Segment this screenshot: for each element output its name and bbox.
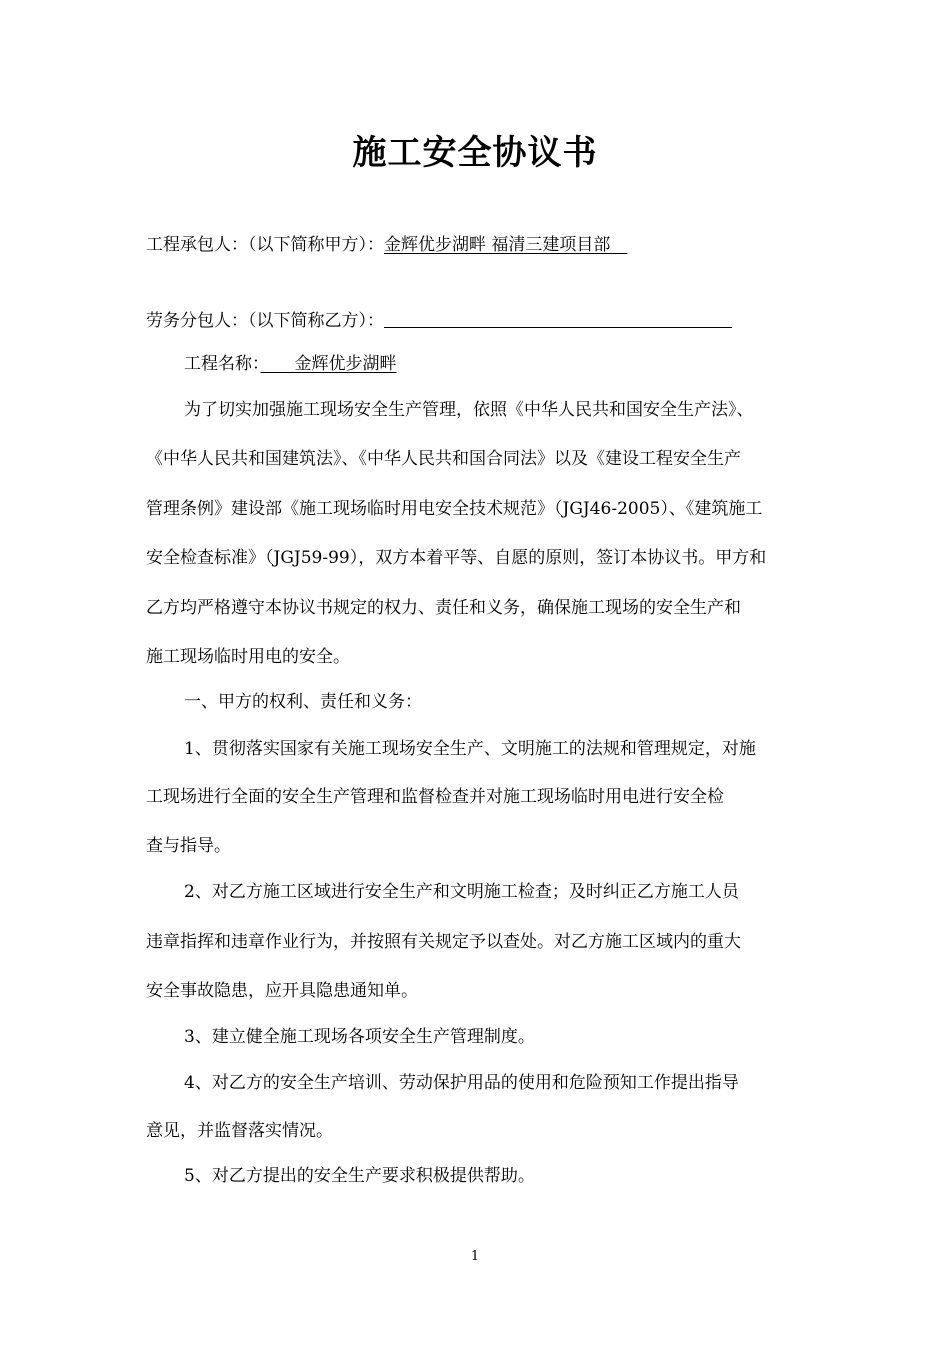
paragraph-line: 安全检查标准》（JGJ59-99），双方本着平等、自愿的原则，签订本协议书。甲方和 [146, 548, 767, 568]
project-line [184, 351, 854, 377]
item1-line: 工现场进行全面的安全生产管理和监督检查并对施工现场临时用电进行安全检 [146, 787, 724, 807]
item5-line: 5、对乙方提出的安全生产要求积极提供帮助。 [184, 1166, 535, 1186]
item2-line: 违章指挥和违章作业行为，并按照有关规定予以查处。对乙方施工区域内的重大 [146, 932, 741, 952]
document-title: 施工安全协议书 [352, 133, 598, 173]
contractor-label: 工程承包人：（以下简称甲方）： [146, 235, 384, 255]
page-number: 1 [470, 1249, 480, 1264]
paragraph-line: 管理条例》建设部《施工现场临时用电安全技术规范》（JGJ46-2005）、《建筑施工 [146, 499, 763, 519]
paragraph-line: 为了切实加强施工现场安全生产管理，依照《中华人民共和国安全生产法》、 [184, 400, 754, 420]
item3-line: 3、建立健全施工现场各项安全生产管理制度。 [184, 1027, 535, 1047]
contractor-line [146, 232, 816, 258]
contractor-value: 金辉优步湖畔 福清三建项目部 [384, 235, 628, 255]
paragraph-line: 施工现场临时用电的安全。 [146, 647, 350, 667]
paragraph-line: 乙方均严格遵守本协议书规定的权力、责任和义务，确保施工现场的安全生产和 [146, 598, 741, 618]
item4-line: 意见，并监督落实情况。 [146, 1121, 333, 1141]
item1-line: 查与指导。 [146, 836, 231, 856]
project-label: 工程名称： [184, 354, 261, 374]
project-value: 金辉优步湖畔 [260, 354, 397, 374]
item4-line: 4、对乙方的安全生产培训、劳动保护用品的使用和危险预知工作提出指导 [184, 1073, 739, 1093]
subcontractor-label: 劳务分包人：（以下简称乙方）： [146, 311, 384, 331]
subcontractor-line [146, 308, 816, 334]
subcontractor-blank [384, 309, 732, 328]
section-heading: 一、甲方的权利、责任和义务： [184, 692, 422, 712]
item1-line: 1、贯彻落实国家有关施工现场安全生产、文明施工的法规和管理规定，对施 [184, 739, 756, 759]
item2-line: 2、对乙方施工区域进行安全生产和文明施工检查；及时纠正乙方施工人员 [184, 882, 739, 902]
item2-line: 安全事故隐患，应开具隐患通知单。 [146, 981, 418, 1001]
paragraph-line: 《中华人民共和国建筑法》、《中华人民共和国合同法》以及《建设工程安全生产 [146, 449, 741, 469]
